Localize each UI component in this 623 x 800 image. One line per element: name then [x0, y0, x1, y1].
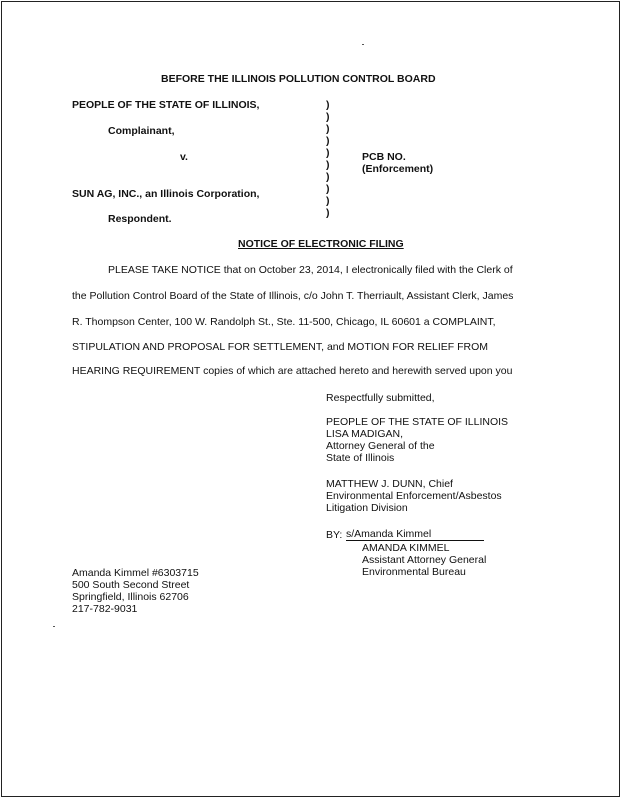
paren: ) [326, 195, 330, 207]
scan-speck [362, 44, 364, 45]
notice-line: HEARING REQUIREMENT copies of which are attached hereto and herewith served upon you [72, 365, 513, 377]
paren: ) [326, 183, 330, 195]
signer-title: Assistant Attorney General [362, 554, 487, 566]
page-border [1, 1, 620, 797]
by-label: BY: [326, 529, 343, 541]
paren: ) [326, 159, 330, 171]
paren: ) [326, 147, 330, 159]
paren: ) [326, 135, 330, 147]
plaintiff-role: Complainant, [108, 125, 175, 137]
paren: ) [326, 99, 330, 111]
signer-bureau: Environmental Bureau [362, 566, 466, 578]
board-title: BEFORE THE ILLINOIS POLLUTION CONTROL BOARD [161, 73, 436, 85]
address-name: Amanda Kimmel #6303715 [72, 567, 199, 579]
versus: v. [180, 151, 188, 163]
signer-name: AMANDA KIMMEL [362, 542, 450, 554]
attorney-general-state: State of Illinois [326, 452, 395, 464]
scan-speck [53, 626, 55, 627]
notice-line: R. Thompson Center, 100 W. Randolph St., Ste. 11-500, Chicago, IL 60601 a COMPLAINT, [72, 316, 496, 328]
paren: ) [326, 111, 330, 123]
address-city: Springfield, Illinois 62706 [72, 591, 189, 603]
attorney-general-name: LISA MADIGAN, [326, 428, 404, 440]
closing: Respectfully submitted, [326, 392, 435, 404]
plaintiff-name: PEOPLE OF THE STATE OF ILLINOIS, [72, 99, 260, 111]
address-street: 500 South Second Street [72, 579, 190, 591]
notice-line: PLEASE TAKE NOTICE that on October 23, 2014, I electronically filed with the Clerk of [108, 264, 513, 276]
signature-text: s/Amanda Kimmel [346, 528, 432, 540]
attorney-general-title: Attorney General of the [326, 440, 435, 452]
chief-name: MATTHEW J. DUNN, Chief [326, 478, 453, 490]
chief-title: Environmental Enforcement/Asbestos [326, 490, 502, 502]
defendant-name: SUN AG, INC., an Illinois Corporation, [72, 188, 260, 200]
address-phone: 217-782-9031 [72, 603, 138, 615]
chief-division: Litigation Division [326, 502, 408, 514]
case-type: (Enforcement) [362, 163, 434, 175]
notice-title: NOTICE OF ELECTRONIC FILING [238, 238, 404, 250]
paren: ) [326, 123, 330, 135]
party-name: PEOPLE OF THE STATE OF ILLINOIS [326, 416, 509, 428]
defendant-role: Respondent. [108, 213, 172, 225]
paren: ) [326, 171, 330, 183]
notice-line: the Pollution Control Board of the State of Illinois, c/o John T. Therriault, Assistant Clerk, James [72, 290, 514, 302]
paren: ) [326, 207, 330, 219]
notice-line: STIPULATION AND PROPOSAL FOR SETTLEMENT, and MOTION FOR RELIEF FROM [72, 341, 488, 353]
case-number: PCB NO. [362, 151, 406, 163]
signature-line [346, 529, 484, 541]
